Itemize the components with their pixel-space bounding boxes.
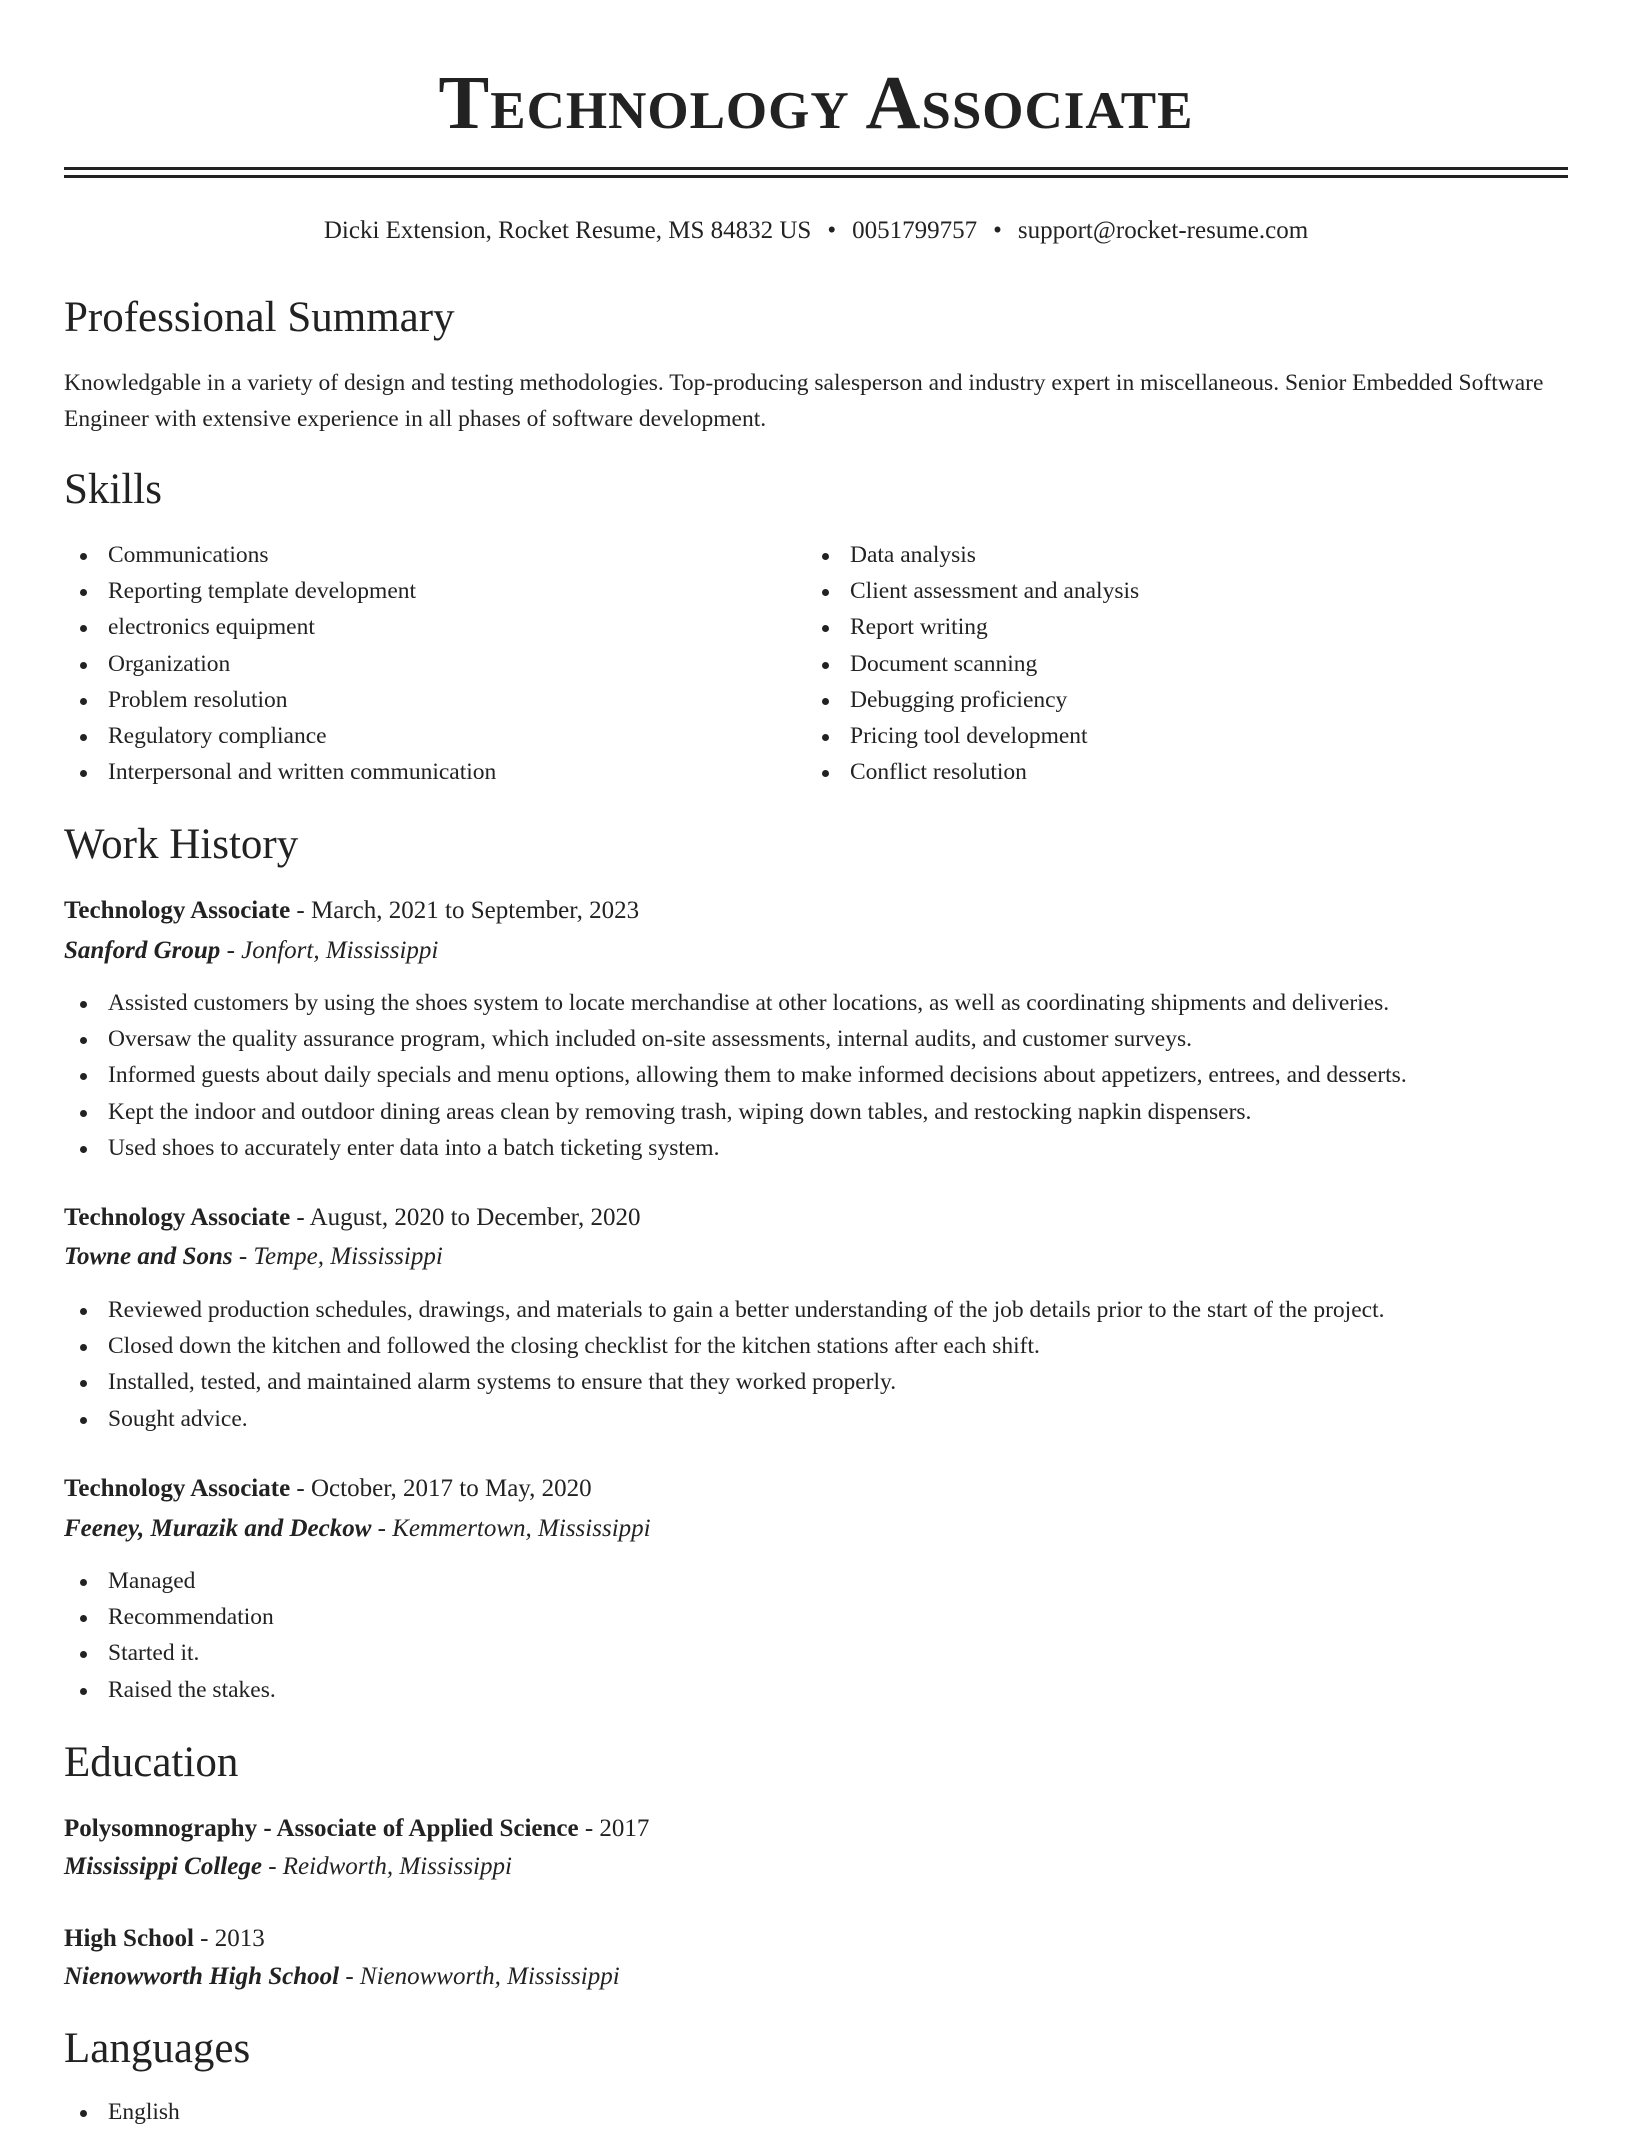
- skill-item: Conflict resolution: [806, 754, 1546, 790]
- job-bullet: Managed: [64, 1563, 1568, 1599]
- job-location: - Jonfort, Mississippi: [226, 937, 439, 964]
- contact-phone: 0051799757: [852, 217, 978, 244]
- education-degree: Polysomnography - Associate of Applied Science: [64, 1815, 579, 1842]
- skills-heading: Skills: [64, 466, 162, 513]
- education-location: - Nienowworth, Mississippi: [345, 1963, 620, 1990]
- job-dates: - August, 2020 to December, 2020: [296, 1204, 641, 1231]
- contact-address: Dicki Extension, Rocket Resume, MS 84832 US: [323, 217, 812, 244]
- job-company-line: [64, 1239, 443, 1275]
- contact-separator: •: [827, 217, 837, 244]
- job-bullet: Recommendation: [64, 1599, 1568, 1635]
- job-company: Towne and Sons: [64, 1243, 233, 1270]
- job-title-line: [64, 893, 639, 929]
- job-bullet: Oversaw the quality assurance program, which included on-site assessments, internal audits, and customer surveys.: [64, 1021, 1568, 1057]
- job-bullet: Sought advice.: [64, 1401, 1568, 1437]
- job-dates: - March, 2021 to September, 2023: [296, 897, 640, 924]
- education-school: Mississippi College: [64, 1853, 262, 1880]
- education-year: - 2013: [200, 1925, 265, 1952]
- job-bullet: Informed guests about daily specials and menu options, allowing them to make informed decisions about appetizers, entrees, and desserts.: [64, 1057, 1568, 1093]
- job-company-line: [64, 933, 438, 969]
- job-company-line: [64, 1511, 651, 1547]
- title-rule-bottom: [64, 175, 1568, 178]
- skill-item: Interpersonal and written communication: [64, 754, 804, 790]
- skill-item: electronics equipment: [64, 609, 804, 645]
- job-bullet: Closed down the kitchen and followed the closing checklist for the kitchen stations after each shift.: [64, 1328, 1568, 1364]
- education-year: - 2017: [584, 1815, 650, 1842]
- job-bullet: Used shoes to accurately enter data into a batch ticketing system.: [64, 1130, 1568, 1166]
- job-bullet: Kept the indoor and outdoor dining areas clean by removing trash, wiping down tables, and restocking napkin dispensers.: [64, 1094, 1568, 1130]
- summary-heading: Professional Summary: [64, 294, 455, 341]
- education-heading: Education: [64, 1739, 239, 1786]
- contact-line: [64, 214, 1568, 248]
- education-school: Nienowworth High School: [64, 1963, 340, 1990]
- job-location: - Kemmertown, Mississippi: [377, 1515, 651, 1542]
- education-degree-line: [64, 1811, 649, 1847]
- skill-item: Data analysis: [806, 537, 1546, 573]
- job-bullet: Reviewed production schedules, drawings, and materials to gain a better understanding of the job details prior to the start of the project.: [64, 1292, 1568, 1328]
- job-title-line: [64, 1471, 592, 1507]
- language-item: English: [64, 2094, 804, 2130]
- job-bullets: [64, 1563, 1568, 1708]
- job-location: - Tempe, Mississippi: [238, 1243, 443, 1270]
- job-bullet: Assisted customers by using the shoes system to locate merchandise at other locations, as well as coordinating shipments and deliveries.: [64, 985, 1568, 1021]
- skill-item: Regulatory compliance: [64, 718, 804, 754]
- skill-item: Communications: [64, 537, 804, 573]
- resume-title: Technology Associate: [438, 61, 1194, 145]
- languages-heading: Languages: [64, 2025, 251, 2072]
- job-title: Technology Associate: [64, 1204, 291, 1231]
- job-company: Feeney, Murazik and Deckow: [64, 1515, 372, 1542]
- job-title: Technology Associate: [64, 1475, 291, 1502]
- education-degree-line: [64, 1921, 265, 1957]
- title-rule-top: [64, 167, 1568, 170]
- job-bullets: [64, 1292, 1568, 1437]
- job-dates: - October, 2017 to May, 2020: [296, 1475, 592, 1502]
- skill-item: Document scanning: [806, 646, 1546, 682]
- education-school-line: [64, 1959, 620, 1995]
- skill-item: Client assessment and analysis: [806, 573, 1546, 609]
- job-company: Sanford Group: [64, 937, 221, 964]
- skill-item: Report writing: [806, 609, 1546, 645]
- skill-item: Problem resolution: [64, 682, 804, 718]
- skill-item: Reporting template development: [64, 573, 804, 609]
- skill-item: Pricing tool development: [806, 718, 1546, 754]
- contact-email: support@rocket-resume.com: [1017, 217, 1309, 244]
- summary-text: Knowledgable in a variety of design and testing methodologies. Top-producing salesperson and industry expert in miscellaneous. Senior Embedded Software Engineer with extensive experience in all phases of software development.: [64, 370, 1544, 432]
- skills-list-right: [806, 537, 1546, 790]
- skill-item: Organization: [64, 646, 804, 682]
- skill-item: Debugging proficiency: [806, 682, 1546, 718]
- education-school-line: [64, 1849, 512, 1885]
- job-title-line: [64, 1200, 641, 1236]
- contact-separator: •: [993, 217, 1002, 244]
- education-location: - Reidworth, Mississippi: [268, 1853, 512, 1880]
- skills-list-left: [64, 537, 804, 790]
- job-bullet: Started it.: [64, 1635, 1568, 1671]
- education-degree: High School: [64, 1925, 194, 1952]
- job-title: Technology Associate: [64, 897, 291, 924]
- job-bullet: Raised the stakes.: [64, 1672, 1568, 1708]
- work-history-heading: Work History: [64, 821, 299, 868]
- job-bullet: Installed, tested, and maintained alarm systems to ensure that they worked properly.: [64, 1364, 1568, 1400]
- job-bullets: [64, 985, 1568, 1166]
- languages-list: [64, 2094, 804, 2130]
